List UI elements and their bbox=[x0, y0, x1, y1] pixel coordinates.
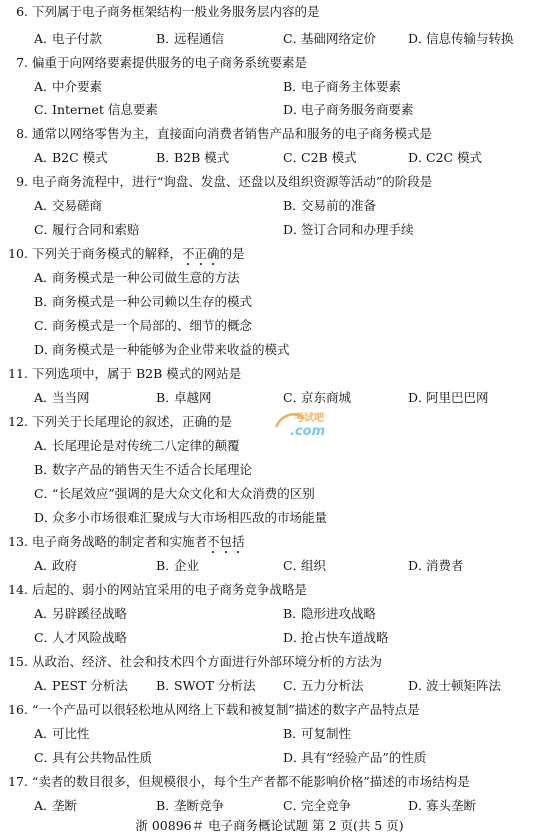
question-16-option-c: C．具有公共物品性质 bbox=[34, 750, 153, 765]
question-7-option-b: B．电子商务主体要素 bbox=[283, 79, 402, 94]
question-8-option-d: D．C2C 模式 bbox=[408, 150, 483, 165]
emphasis-not-correct bbox=[182, 246, 220, 261]
question-15-option-d: D．波士顿矩阵法 bbox=[408, 678, 502, 693]
question-6-option-c: C．基础网络定价 bbox=[283, 31, 377, 46]
question-7-option-a: A．中介要素 bbox=[34, 79, 103, 94]
question-14-option-d: D．抢占快车道战略 bbox=[283, 630, 389, 645]
question-10-option-c: C．商务模式是一个局部的、细节的概念 bbox=[34, 318, 253, 333]
question-15-stem: 15. 从政治、经济、社会和技术四个方面进行外部环境分析的方法为 bbox=[8, 654, 383, 669]
question-12-option-b: B．数字产品的销售天生不适合长尾理论 bbox=[34, 462, 253, 477]
watermark-domain: .com bbox=[290, 424, 326, 437]
question-13-option-b: B．企业 bbox=[156, 558, 200, 573]
question-9-option-d: D．签订合同和办理手续 bbox=[283, 222, 414, 237]
question-6-option-a: A．电子付款 bbox=[34, 31, 103, 46]
question-17-stem: 17. “卖者的数目很多，但规模很小，每个生产者都不能影响价格”描述的市场结构是 bbox=[8, 774, 470, 789]
question-11-option-c: C．京东商城 bbox=[283, 390, 352, 405]
question-9-option-b: B．交易前的准备 bbox=[283, 198, 377, 213]
question-15-option-b: B．SWOT 分析法 bbox=[156, 678, 256, 693]
question-7-stem: 7. 偏重于向网络要素提供服务的电子商务系统要素是 bbox=[16, 55, 308, 70]
question-14-stem: 14. 后起的、弱小的网站宜采用的电子商务竞争战略是 bbox=[8, 582, 308, 597]
emphasis-char: 不 bbox=[182, 246, 195, 261]
question-16-option-d: D．具有“经验产品”的性质 bbox=[283, 750, 427, 765]
question-15-option-a: A．PEST 分析法 bbox=[34, 678, 128, 693]
question-11-option-d: D．阿里巴巴网 bbox=[408, 390, 489, 405]
question-14-option-b: B．隐形进攻战略 bbox=[283, 606, 377, 621]
question-14-option-a: A．另辟蹊径战略 bbox=[34, 606, 128, 621]
question-17-option-a: A．垄断 bbox=[34, 798, 78, 813]
question-8-stem: 8. 通常以网络零售为主，直接面向消费者销售产品和服务的电子商务模式是 bbox=[16, 126, 433, 141]
emphasis-char: 正 bbox=[194, 246, 208, 261]
question-17-option-b: B．垄断竞争 bbox=[156, 798, 225, 813]
page-footer: 浙 00896＃ 电子商务概论试题 第 2 页(共 5 页) bbox=[135, 818, 404, 833]
question-13-option-a: A．政府 bbox=[34, 558, 78, 573]
question-10-stem: 10. 下列关于商务模式的解释，不正确的是 bbox=[8, 246, 245, 261]
question-17-option-c: C．完全竞争 bbox=[283, 798, 352, 813]
question-9-option-a: A．交易磋商 bbox=[34, 198, 103, 213]
question-8-option-c: C．C2B 模式 bbox=[283, 150, 357, 165]
question-16-option-a: A．可比性 bbox=[34, 726, 90, 741]
question-8-option-a: A．B2C 模式 bbox=[34, 150, 108, 165]
question-7-option-d: D．电子商务服务商要素 bbox=[283, 102, 414, 117]
question-9-option-c: C．履行合同和索赔 bbox=[34, 222, 140, 237]
question-13-option-c: C．组织 bbox=[283, 558, 327, 573]
question-12-option-d: D．众多小市场很难汇聚成与大市场相匹敌的市场能量 bbox=[34, 510, 328, 525]
question-6-stem: 6. 下列属于电子商务框架结构一般业务服务层内容的是 bbox=[16, 4, 320, 19]
question-6-option-d: D．信息传输与转换 bbox=[408, 31, 514, 46]
question-12-option-a: A．长尾理论是对传统二八定律的颠覆 bbox=[34, 438, 240, 453]
question-8-option-b: B．B2B 模式 bbox=[156, 150, 230, 165]
question-12-stem: 12. 下列关于长尾理论的叙述，正确的是 bbox=[8, 414, 233, 429]
question-16-stem: 16. “一个产品可以很轻松地从网络上下载和被复制”描述的数字产品特点是 bbox=[8, 702, 420, 717]
question-11-option-b: B．卓越网 bbox=[156, 390, 212, 405]
question-7-option-c: C．Internet 信息要素 bbox=[34, 102, 158, 117]
question-16-option-b: B．可复制性 bbox=[283, 726, 352, 741]
question-10-option-d: D．商务模式是一种能够为企业带来收益的模式 bbox=[34, 342, 290, 357]
emphasis-not-include bbox=[207, 534, 245, 549]
question-10-option-a: A．商务模式是一种公司做生意的方法 bbox=[34, 270, 240, 285]
question-13-stem: 13. 电子商务战略的制定者和实施者不包括 bbox=[8, 534, 245, 549]
question-6-option-b: B．远程通信 bbox=[156, 31, 225, 46]
question-9-stem: 9. 电子商务流程中，进行“询盘、发盘、还盘以及组织资源等活动”的阶段是 bbox=[16, 174, 433, 189]
question-11-option-a: A．当当网 bbox=[34, 390, 90, 405]
watermark-logo bbox=[272, 409, 342, 437]
question-12-option-c: C．“长尾效应”强调的是大众文化和大众消费的区别 bbox=[34, 486, 315, 501]
question-10-option-b: B．商务模式是一种公司赖以生存的模式 bbox=[34, 294, 253, 309]
watermark-brand: 考试吧 bbox=[294, 413, 324, 424]
emphasis-char: 包 bbox=[219, 534, 233, 549]
question-13-option-d: D．消费者 bbox=[408, 558, 464, 573]
question-14-option-c: C．人才风险战略 bbox=[34, 630, 128, 645]
question-15-option-c: C．五力分析法 bbox=[283, 678, 364, 693]
question-11-stem: 11. 下列选项中，属于 B2B 模式的网站是 bbox=[8, 366, 242, 381]
emphasis-char: 括 bbox=[232, 534, 245, 549]
emphasis-char: 不 bbox=[207, 534, 220, 549]
question-17-option-d: D．寡头垄断 bbox=[408, 798, 477, 813]
emphasis-char: 确 bbox=[207, 246, 220, 261]
